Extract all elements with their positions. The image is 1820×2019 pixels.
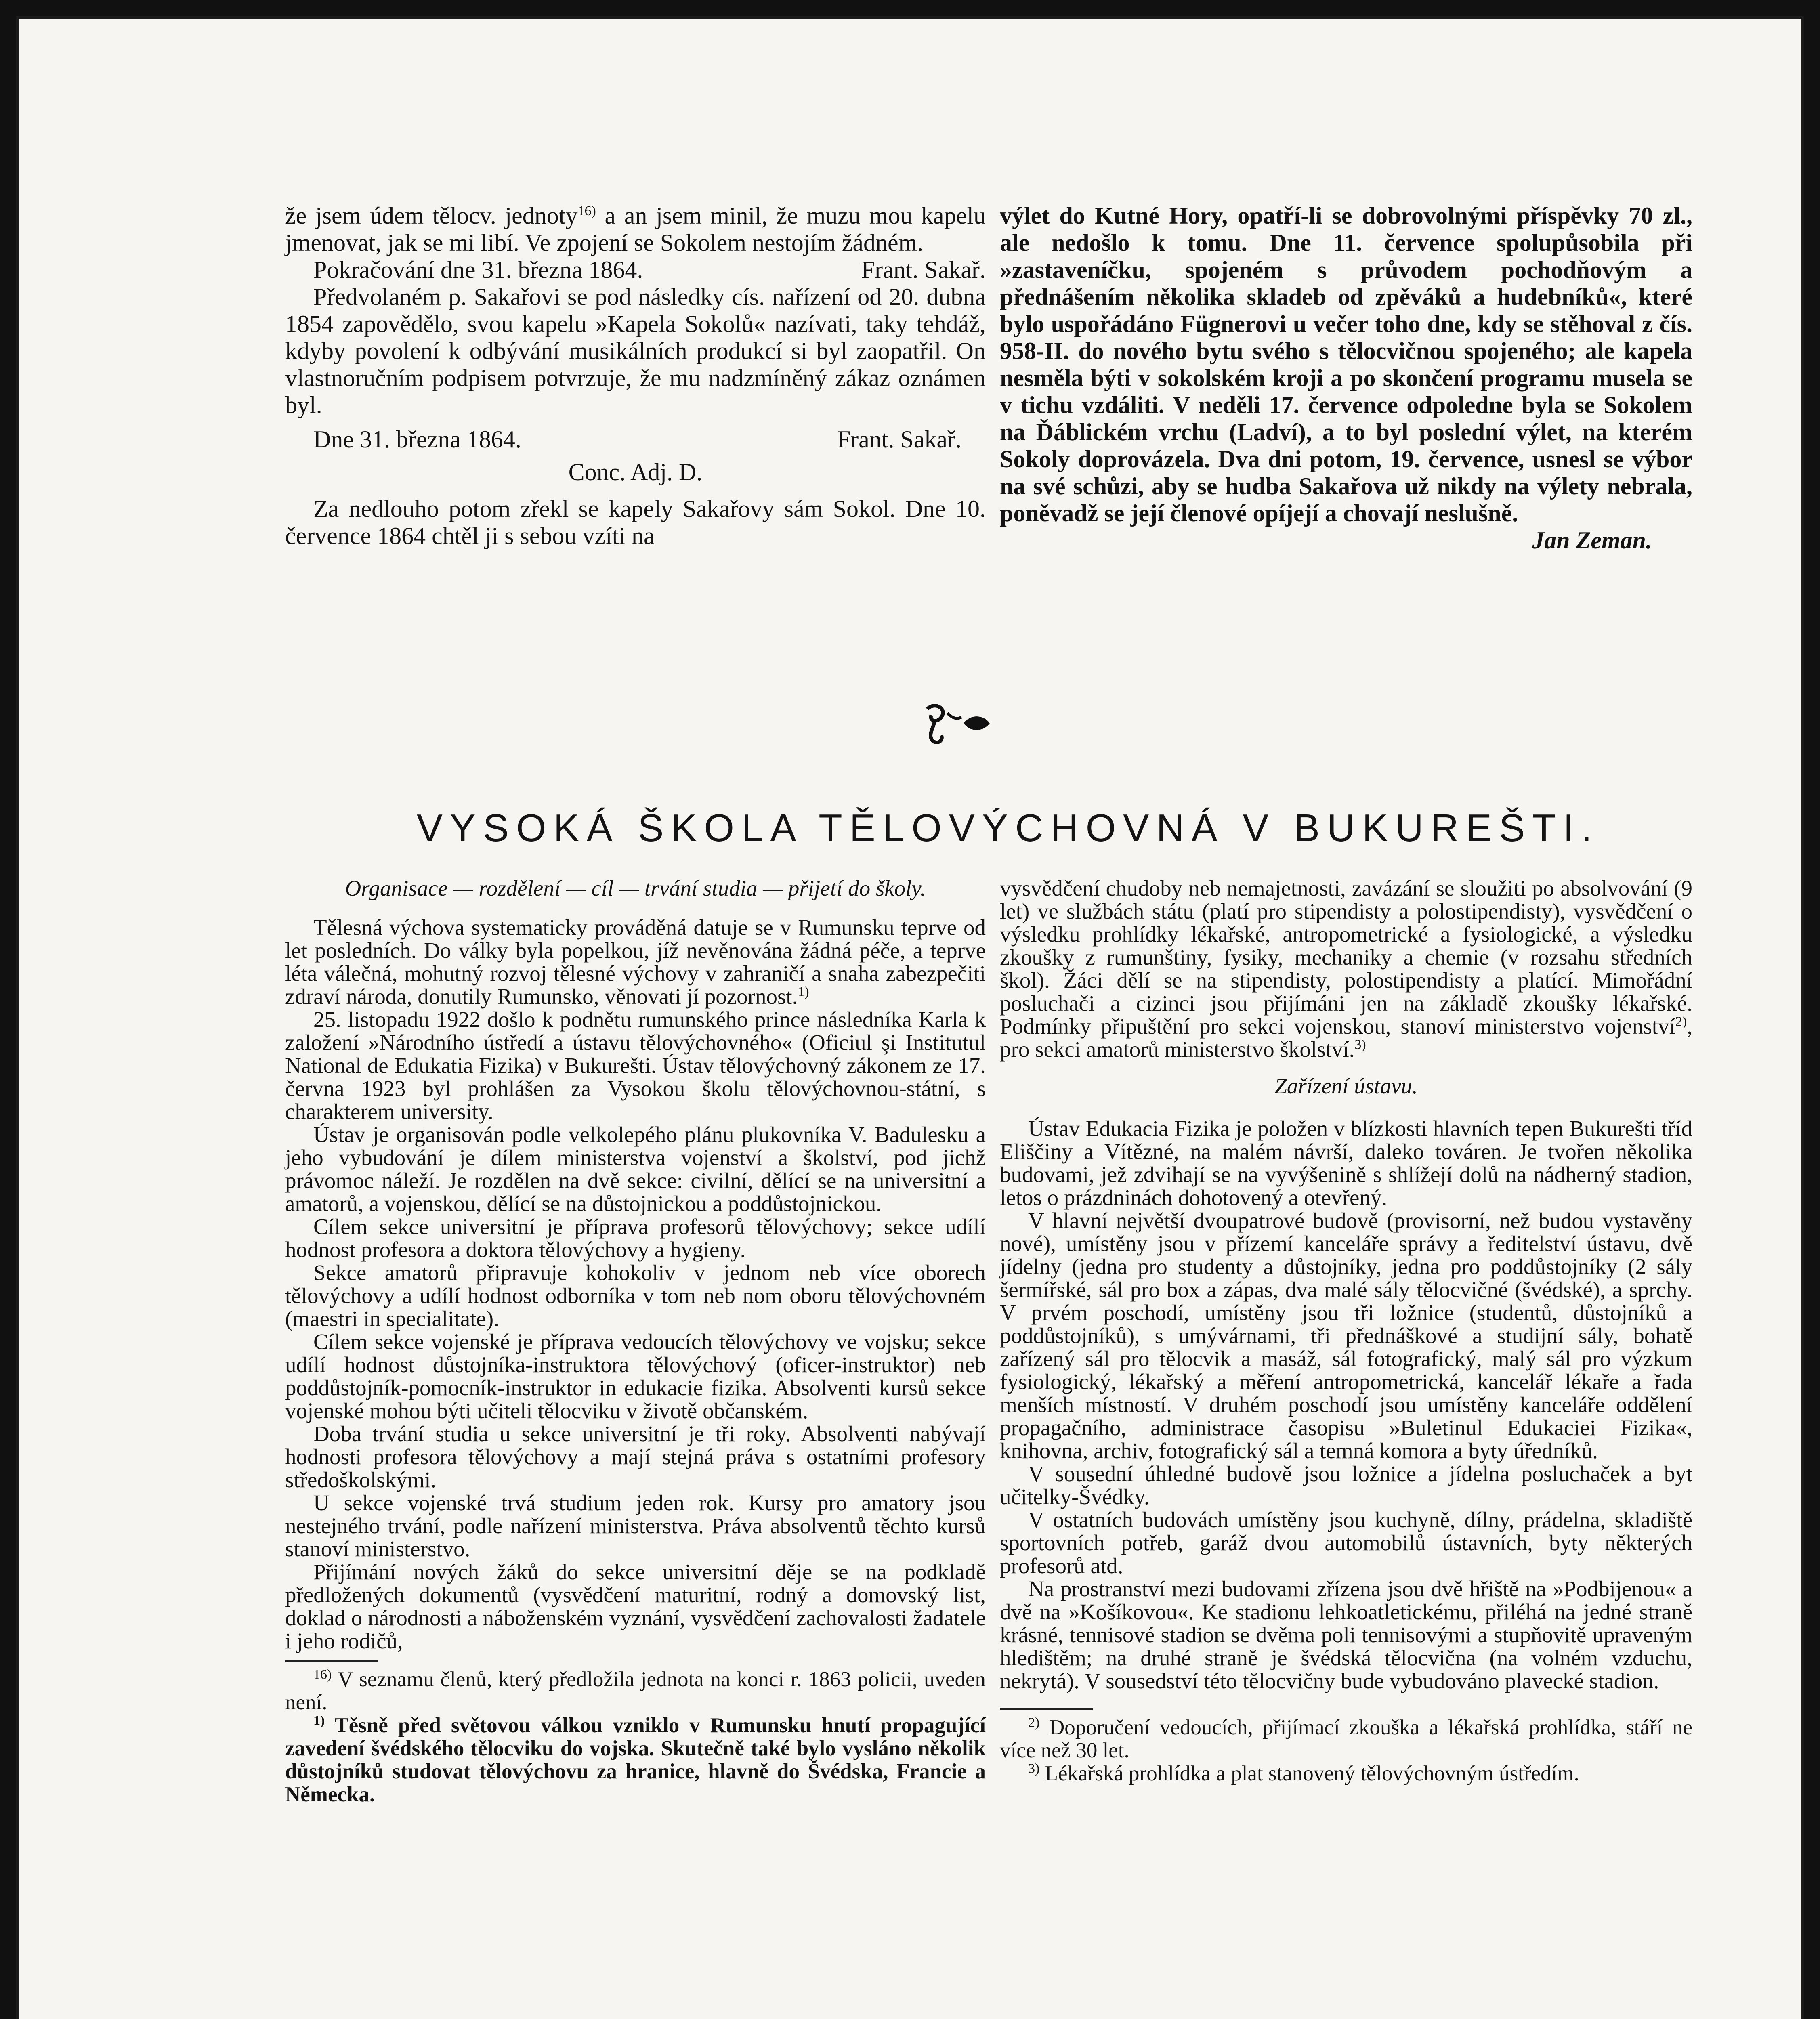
paragraph: V ostatních budovách umístěny jsou kuchyně, dílny, prádelna, skladiště sportovních potřeb, garáž dvou automobilů ústavních, byty některých profesorů atd. xyxy=(1000,1507,1692,1578)
paragraph: že jsem údem tělocv. jednoty$^{16)}$ a an jsem minil, že muzu mou kapelu jmenovat, jak se mi libí. Ve zpojení se Sokolem nestojím žádném. Frant. Sakař. xyxy=(285,202,986,283)
article-lead: Organisace — rozdělení — cíl — trvání studia — přijetí do školy. xyxy=(345,876,926,900)
footnote-divider xyxy=(285,1660,378,1662)
paragraph: Ústav je organisován podle velkolepého plánu plukovníka V. Badulesku a jeho vybudování je dílem ministerstva vojenství a školství, pod jichž právomoc náleží. Je rozdělen na dvě sekce: civilní, dělící se na universitní a amatorů, a vojenskou, dělící se na důstojnickou a poddůstojnickou. xyxy=(285,1122,986,1216)
footnote-ref: 3) xyxy=(1354,1037,1366,1052)
paragraph: Za nedlouho potom zřekl se kapely Sakařovy sám Sokol. Dne 10. července 1864 chtěl ji s sebou vzíti na xyxy=(285,495,986,549)
page xyxy=(16,16,1804,2019)
footnote-divider xyxy=(1000,1708,1093,1710)
paragraph: 25. listopadu 1922 došlo k podnětu rumunského prince následníka Karla k založení »Národního ústředí a ústavu tělovýchovného« (Oficiul şi Institutul National de Edukatia Fizika) v Bukurešti. Ústav tělovýchovný zákonem ze 17. června 1923 byl prohlášen za Vysokou školu tělovýchovnou-státní, s charakterem university. xyxy=(285,1007,986,1124)
footnotes xyxy=(1000,1716,1692,1785)
paragraph: Ústav Edukacia Fizika je položen v blízkosti hlavních tepen Bukurešti tříd Eliščiny a Vítězné, na malém návrší, daleko továren. Je tvořen několika budovami, jež zdvihají se na vyvýšenině s shlížejí dolů na nádherný stadion, letos o prázdninách dohotovený a otevřený. xyxy=(1000,1116,1692,1210)
footnote: $^{2)}$ Doporučení vedoucích, přijímací zkouška a lékařská prohlídka, stáří ne více než 30 let. xyxy=(1000,1715,1692,1762)
section-heading: Zařízení ústavu. xyxy=(1274,1074,1418,1098)
footnote: $^{1)}$ Těsně před světovou válkou vzniklo v Rumunsku hnutí propagující zavedení švédského tělocviku do vojska. Skutečně také bylo vysláno několik důstojníků studovat tělovýchovu za hranice, hlavně do Švédska, Francie a Německa. xyxy=(285,1713,986,1806)
paragraph: výlet do Kutné Hory, opatří-li se dobrovolnými příspěvky 70 zl., ale nedošlo k tomu. Dne 11. července spolupůsobila při »zastaveníčku, spojeném s průvodem pochodňovým a přednášením několika skladeb od zpěváků a hudebníků«, které bylo uspořádáno Fügnerovi u večer toho dne, kdy se stěhoval z čís. 958-II. do nového bytu svého s tělocvičnou spojeného; ale kapela nesměla býti v sokolském kroji a po skončení programu musela se v tichu vzdáliti. V neděli 17. července odpoledne byla se Sokolem na Ďáblickém vrchu (Ladví), a to byl poslední výlet, na kterém Sokoly doprovázela. Dva dni potom, 19. července, usnesl se výbor na své schůzi, aby se hudba Sakařova už nikdy na výlety nebrala, poněvadž se její členové opíjejí a chovají neslušně. xyxy=(1000,202,1692,527)
top-left-column xyxy=(285,202,986,550)
paragraph: V sousední úhledné budově jsou ložnice a jídelna posluchaček a byt učitelky-Švédky. xyxy=(1000,1461,1692,1509)
paragraph: Předvolaném p. Sakařovi se pod následky cís. nařízení od 20. dubna 1854 zapovědělo, svou kapelu »Kapela Sokolů« nazívati, taky tehdáž, kdyby povolení k odbývání musikálních produkcí si byl zaopatřil. On vlastnoručním podpisem potvrzuje, že mu nadzmíněný zákaz oznámen byl. xyxy=(285,283,986,418)
footnote: $^{3)}$ Lékařská prohlídka a plat stanovený tělovýchovným ústředím. xyxy=(1028,1761,1579,1785)
paragraph: Doba trvání studia u sekce universitní je tři roky. Absolventi nabývají hodnosti profesora tělovýchovy a mají stejná práva s ostatními profesory středoškolskými. xyxy=(285,1421,986,1492)
ornament-icon xyxy=(919,701,996,745)
paragraph: Sekce amatorů připravuje kohokoliv v jednom neb více oborech tělovýchovy a udílí hodnost odborníka v tom neb nom oboru tělovýchovném (maestri in specialitate). xyxy=(285,1260,986,1331)
footnote-ref: 1) xyxy=(798,984,809,999)
signature: Frant. Sakař. xyxy=(861,256,986,283)
signature: Frant. Sakař. xyxy=(837,426,961,453)
paragraph: Na prostranství mezi budovami zřízena jsou dvě hřiště na »Podbijenou« a dvě na »Košíkovou«. Ke stadionu lehkoatletickému, přiléhá na jedné straně krásné, tennisové stadion se dvěma poli tennisovými a stupňovitě upraveným hledištěm; na druhé straně je švédská tělocvična (na volném vzduchu, nekrytá). V sousedství této tělocvičny bude vybudováno plavecké stadion. xyxy=(1000,1576,1692,1693)
footnote-ref: 16) xyxy=(577,204,596,218)
article-left-column xyxy=(285,877,986,1806)
top-right-column xyxy=(1000,202,1692,554)
footnote-ref: 2) xyxy=(1675,1014,1687,1029)
paragraph: Přijímání nových žáků do sekce universitní děje se na podkladě předložených dokumentů (vysvědčení maturitní, rodný a domovský list, doklad o národnosti a náboženském vyznání, vysvědčení zachovalosti žadatele i jeho rodičů, xyxy=(285,1559,986,1653)
date: Dne 31. března 1864. xyxy=(313,426,521,453)
paragraph: U sekce vojenské trvá studium jeden rok. Kursy pro amatory jsou nestejného trvání, podle nařízení ministerstva. Práva absolventů těchto kursů stanoví ministerstvo. xyxy=(285,1490,986,1561)
paragraph: vysvědčení chudoby neb nemajetnosti, zavázání se sloužiti po absolvování (9 let) ve službách státu (platí pro stipendisty a polostipendisty), vysvědčení o výsledku prohlídky lékařské, antropometrické a fysiologické, a výsledku zkoušky z rumunštiny, fysiky, mechaniky a chemie (v rozsahu středních škol). Žáci dělí se na stipendisty, polostipendisty a platící. Mimořádní posluchači a cizinci jsou přijímáni jen na základě zkoušky lékařské. Podmínky připuštění pro sekci vojenskou, stanoví ministerstvo vojenství$^{2)}$, pro sekci amatorů ministerstvo školství.$^{3)}$ xyxy=(1000,876,1692,1062)
paragraph: Cílem sekce universitní je příprava profesorů tělovýchovy; sekce udílí hodnost profesora a doktora tělovýchovy a hygieny. xyxy=(285,1214,986,1262)
paragraph: V hlavní největší dvoupatrové budově (provisorní, než budou vystavěny nové), umístěny jsou v přízemí kanceláře správy a ředitelství ústavu, dvě jídelny (jedna pro studenty a důstojníky, jedna pro poddůstojníky (2 sály šermířské, sál pro box a zápas, dva malé sály tělocvičné (švédské), a sprchy. V prvém poschodí, umístěny jsou tři ložnice (studentů, důstojníků a poddůstojníků), s umývárnami, tři přednáškové a studijní sály, bohatě zařízený sál pro tělocvik a masáž, sál fotografický, malý sál pro výzkum fysiologický, lékařský a měření antropometrická, kancelář lékaře a řada menších místností. V druhém poschodí jsou umístěny kanceláře oddělení propagačního, administrace časopisu »Buletinul Edukaciei Fizika«, knihovna, archiv, fotografický sál a temná komora a byty úředníků. xyxy=(1000,1208,1692,1463)
signature: Jan Zeman. xyxy=(1532,527,1652,554)
footnote: $^{16)}$ V seznamu členů, který předložila jednota na konci r. 1863 policii, uveden není. xyxy=(285,1667,986,1714)
date-signature-line xyxy=(285,426,986,453)
paragraph: Cílem sekce vojenské je příprava vedoucích tělovýchovy ve vojsku; sekce udílí hodnost důstojníka-instruktora tělovýchový (oficer-instruktor) neb poddůstojník-pomocník-instruktor in edukacie fizika. Absolventi kursů sekce vojenské mohou býti učiteli tělocviku v životě občanském. xyxy=(285,1329,986,1423)
article-right-column xyxy=(1000,877,1692,1785)
footnotes xyxy=(285,1668,986,1806)
registry-note: Conc. Adj. D. xyxy=(568,459,703,485)
paragraph: Pokračování dne 31. března 1864. xyxy=(313,256,643,283)
paragraph: Tělesná výchova systematicky prováděná datuje se v Rumunsku teprve od let posledních. Do války byla popelkou, jíž nevěnována žádná péče, a teprve léta válečná, mohutný rozvoj tělesné výchovy v zahraničí a snaha zabezpečiti zdraví národa, donutily Rumunsko, věnovati jí pozornost.$^{1)}$ xyxy=(285,915,986,1009)
article-title: VYSOKÁ ŠKOLA TĚLOVÝCHOVNÁ V BUKUREŠTI. xyxy=(416,806,1600,850)
